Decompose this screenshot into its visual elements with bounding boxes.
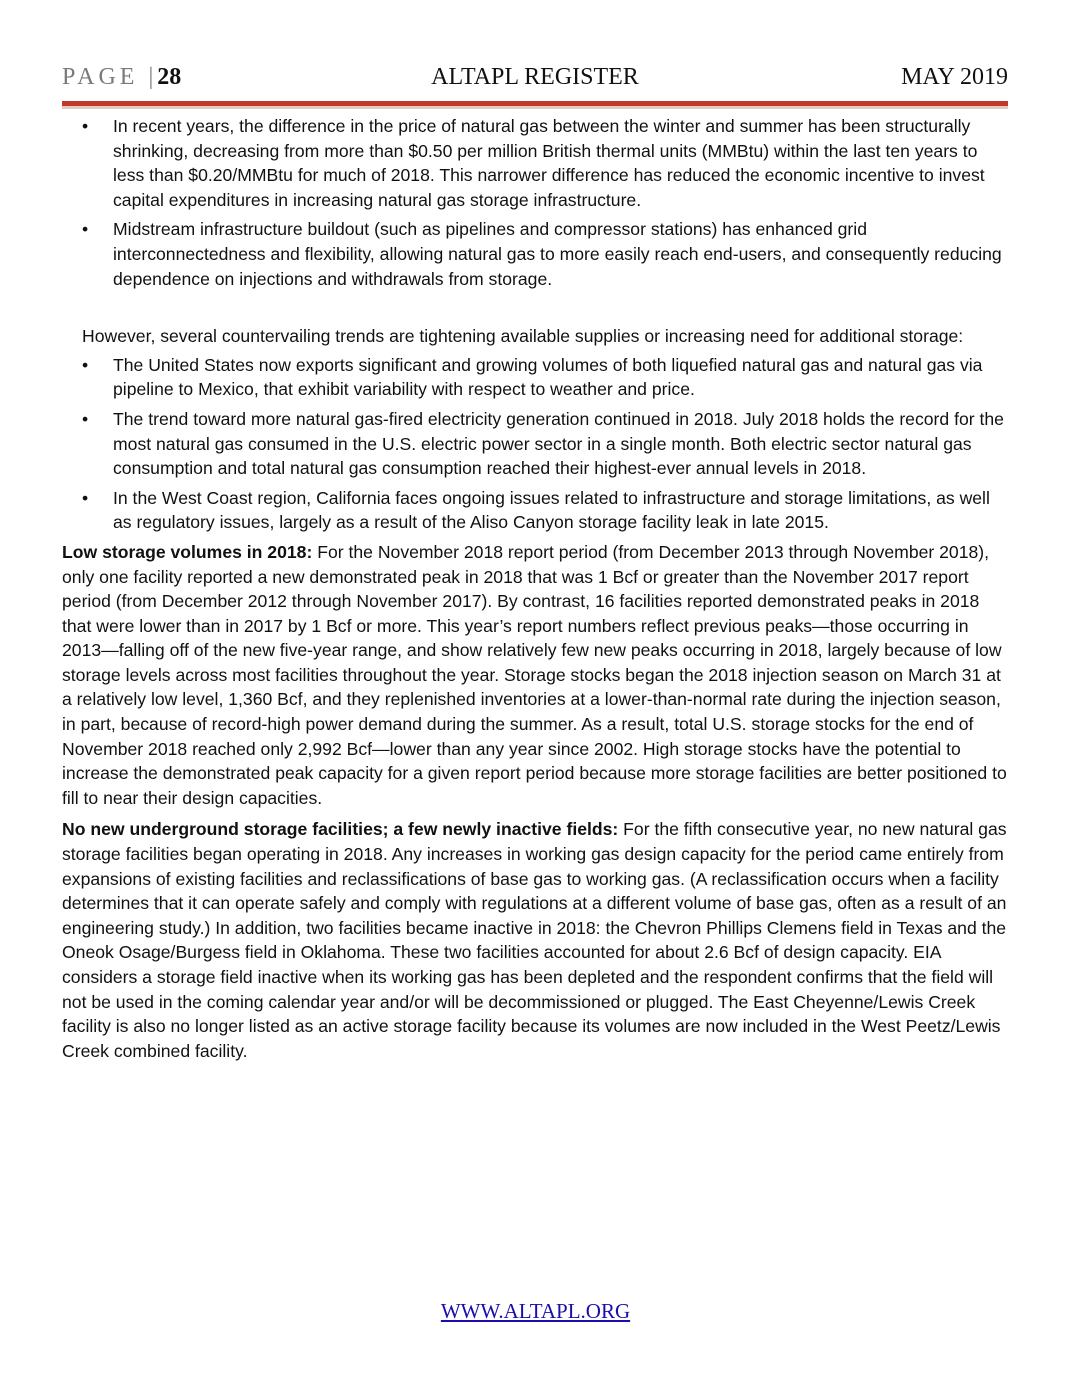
list-item [82,217,1008,291]
paragraph-lead: Low storage volumes in 2018: [62,541,313,562]
bullet-icon: • [82,354,89,375]
list-item-text: In the West Coast region, California faces ongoing issues related to infrastructure and storage limitations, as well as regulatory issues, largely as a result of the Aliso Canyon storage facility leak in late 2015. [113,487,990,533]
list-item [82,114,1008,212]
paragraph-text: For the fifth consecutive year, no new natural gas storage facilities began operating in 2018. Any increases in working gas design capacity for the period came entirely from expansions of existing facilities and reclassifications of base gas to working gas. (A reclassification occurs when a facility determines that it can operate safely and comply with regulations at a different volume of base gas, often as a result of an engineering study.) In addition, two facilities became inactive in 2018: the Chevron Phillips Clemens field in Texas and the Oneok Osage/Burgess field in Oklahoma. These two facilities accounted for about 2.6 Bcf of design capacity. EIA considers a storage field inactive when its working gas has been depleted and the respondent confirms that the field will not be used in the coming calendar year and/or will be decommissioned or plugged. The East Cheyenne/Lewis Creek facility is also no longer listed as an active storage facility because its volumes are now included in the West Peetz/Lewis Creek combined facility. [62,819,1007,1061]
list-item-text: In recent years, the difference in the price of natural gas between the winter and summer has been structurally shrinking, decreasing from more than $0.50 per million British thermal units (MMBtu) within the last ten years to less than $0.20/MMBtu for much of 2018. This narrower difference has reduced the economic incentive to invest capital expenditures in increasing natural gas storage infrastructure. [113,116,985,210]
header-rule-shadow [62,106,1008,109]
bullet-icon: • [82,116,89,136]
list-item-text: The trend toward more natural gas-fired electricity generation continued in 2018. July 2018 holds the record for the most natural gas consumed in the U.S. electric power sector in a single month. Both electric sector natural gas consumption and total natural gas consumption reached their highest-ever annual levels in 2018. [113,408,1004,479]
page-header [62,62,1008,94]
bullet-icon: • [82,408,89,429]
page-number: 28 [157,64,182,90]
list-item-text: Midstream infrastructure buildout (such as pipelines and compressor stations) has enhanced grid interconnectedness and flexibility, allowing natural gas to more easily reach end-users, and consequently reducing dependence on injections and withdrawals from storage. [113,219,1002,289]
list-item [82,407,1008,481]
paragraph-text: For the November 2018 report period (from December 2013 through November 2018), only one facility reported a new demonstrated peak in 2018 that was 1 Bcf or greater than the November 2017 report period (from December 2012 through November 2017). By contrast, 16 facilities reported demonstrated peaks in 2018 that were lower than in 2017 by 1 Bcf or more. This year’s report numbers reflect previous peaks—those occurring in 2013—falling off of the new five-year range, and show relatively few new peaks occurring in 2018, largely because of low storage levels across most facilities throughout the year. Storage stocks began the 2018 injection season on March 31 at a relatively low level, 1,360 Bcf, and they replenished inventories at a lower-than-normal rate during the injection season, in part, because of record-high power demand during the summer. As a result, total U.S. storage stocks for the end of November 2018 reached only 2,992 Bcf—lower than any year since 2002. High storage stocks have the potential to increase the demonstrated peak capacity for a given report period because more storage facilities are better positioned to fill to near their design capacities. [62,541,1007,808]
footer-website-link[interactable]: WWW.ALTAPL.ORG [440,1299,631,1323]
intro-paragraph: However, several countervailing trends are tightening available supplies or increasing need for additional storage: [82,326,964,347]
page-separator: | [148,64,154,90]
publication-title: ALTAPL REGISTER [431,64,639,90]
list-item [82,353,1008,402]
bullet-list-1 [62,114,1008,291]
page-word: PAGE [62,64,139,90]
bullet-icon: • [82,487,89,508]
list-item [82,486,1008,535]
bullet-list-2 [62,353,1008,535]
issue-date: MAY 2019 [901,64,1008,90]
bullet-icon: • [82,219,89,240]
paragraph-lead: No new underground storage facilities; a few newly inactive fields: [62,819,619,840]
list-item-text: The United States now exports significant and growing volumes of both liquefied natural gas and natural gas via pipeline to Mexico, that exhibit variability with respect to weather and price. [113,354,983,400]
spacer [62,296,1008,324]
article-body [62,114,1008,1070]
paragraph-new-facilities [62,817,1008,1063]
paragraph-low-storage [62,540,1008,811]
